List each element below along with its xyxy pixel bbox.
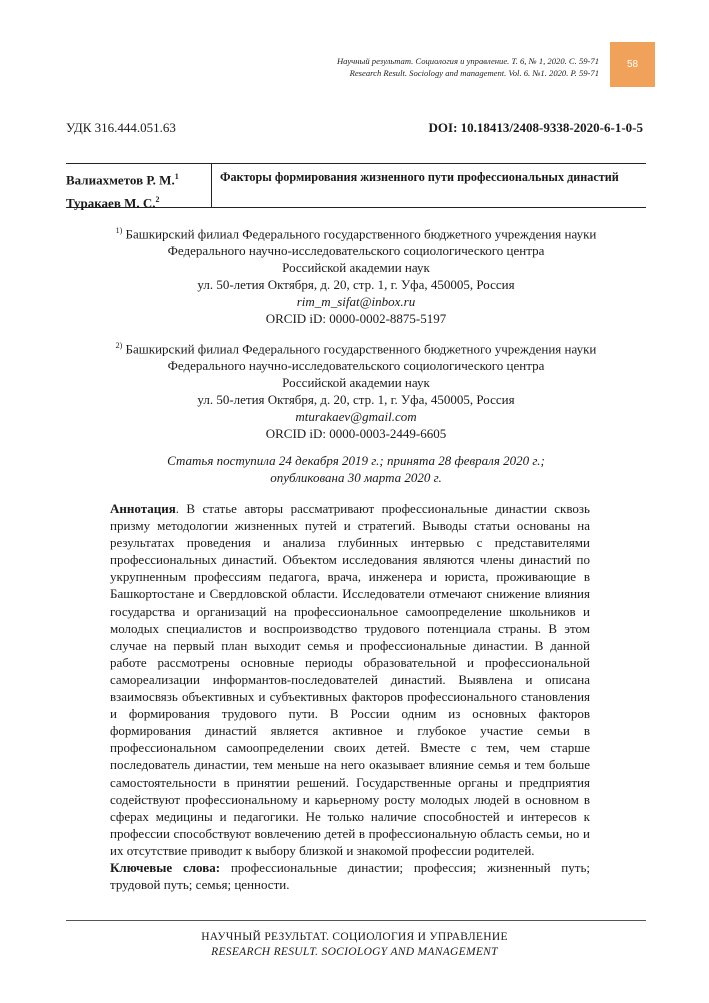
divider [211, 164, 212, 207]
author-2: Туракаев М. С.$^2$ [66, 195, 160, 211]
authors-list [66, 167, 209, 214]
doi: DOI: 10.18413/2408-9338-2020-6-1-0-5 [428, 120, 643, 135]
abstract [110, 500, 590, 893]
orcid-2: ORCID iD: 0000-0003-2449-6605 [265, 426, 447, 442]
affiliation-2: $^{2)}$ Башкирский филиал Федерального государственного бюджетного учреждения науки Федерального научно-исследовательского социологического центра Российской академии наук ул. 50-летия Октября, д. 20, стр. 1, г. Уфа, 450005, Россия mturakaev@gmail.com ORCID iD: 0000-0003-2449-6605 [66, 337, 646, 442]
affiliation-1: $^{1)}$ Башкирский филиал Федерального государственного бюджетного учреждения науки Федерального научно-исследовательского социологического центра Российской академии наук ул. 50-летия Октября, д. 20, стр. 1, г. Уфа, 450005, Россия rim_m_sifat@inbox.ru ORCID iD: 0000-0002-8875-5197 [66, 222, 646, 327]
email-1[interactable]: rim_m_sifat@inbox.ru [296, 294, 416, 310]
page-number: 58 [626, 59, 639, 70]
journal-citation-ru: Научный результат. Социология и управление. Т. 6, № 1, 2020. С. 59-71 [336, 56, 599, 66]
article-dates: Статья поступила 24 декабря 2019 г.; принята 28 февраля 2020 г.; опубликована 30 марта 2020 г. [167, 453, 545, 485]
author-1: Валиахметов Р. М.$^1$ [66, 172, 179, 188]
email-2[interactable]: mturakaev@gmail.com [295, 409, 417, 425]
page-number-badge [610, 42, 655, 87]
journal-citation-en: Research Result. Sociology and management. Vol. 6. №1. 2020. P. 59-71 [349, 68, 599, 78]
running-header [337, 55, 599, 79]
udk-code: УДК 316.444.051.63 [66, 120, 176, 135]
orcid-1: ORCID iD: 0000-0002-8875-5197 [265, 311, 447, 327]
footer-divider [66, 920, 646, 921]
abstract-body: Аннотация. В статье авторы рассматривают профессиональные династии сквозь призму методологии жизненных путей и стратегий. Выводы статьи основаны на результатах проведения и анализа глубинных интервью с представителями профессиональных династий. Объектом исследования являются члены династий по укрупненным профессиям педагога, врача, инженера и юриста, проживающие в Башкортостане и Свердловской области. Исследователи отмечают снижение влияния государства и организаций на профессиональное самоопределение школьников и молодых специалистов и воспроизводство трудового потенциала страны. В этом случае на первый план выходит семья и профессиональные династии. В данной работе рассмотрены основные периоды образовательной и профессиональной самореализации информантов-последователей династий. Выявлена и описана взаимосвязь объективных и субъективных факторов профессионального становления и формирования трудового пути. В России одним из основных факторов формирования династий является активное и глубокое участие семьи в профессиональном самоопределении своих детей. Вместе с тем, чем старше последователь династии, тем меньше на него оказывает влияние семья и тем больше самостоятельности в принятии решений. Государственные органы и предприятия содействуют профессиональному и карьерному росту молодых людей в основном в сферах медицины и педагогики. Не только наличие способностей и интересов к профессии способствуют вовлечению детей в профессиональную область семьи, но и их отсутствие приводит к выбору близкой и знакомой профессии родителей. [110, 501, 590, 858]
authors-title-block [66, 163, 646, 211]
article-title: Факторы формирования жизненного пути профессиональных династий [220, 170, 619, 184]
footer: НАУЧНЫЙ РЕЗУЛЬТАТ. СОЦИОЛОГИЯ И УПРАВЛЕНИЕ RESEARCH RESULT. SOCIOLOGY AND MANAGEMENT [201, 931, 508, 958]
keywords: Ключевые слова: профессиональные династии; профессия; жизненный путь; трудовой путь; семья; ценности. [110, 859, 590, 893]
